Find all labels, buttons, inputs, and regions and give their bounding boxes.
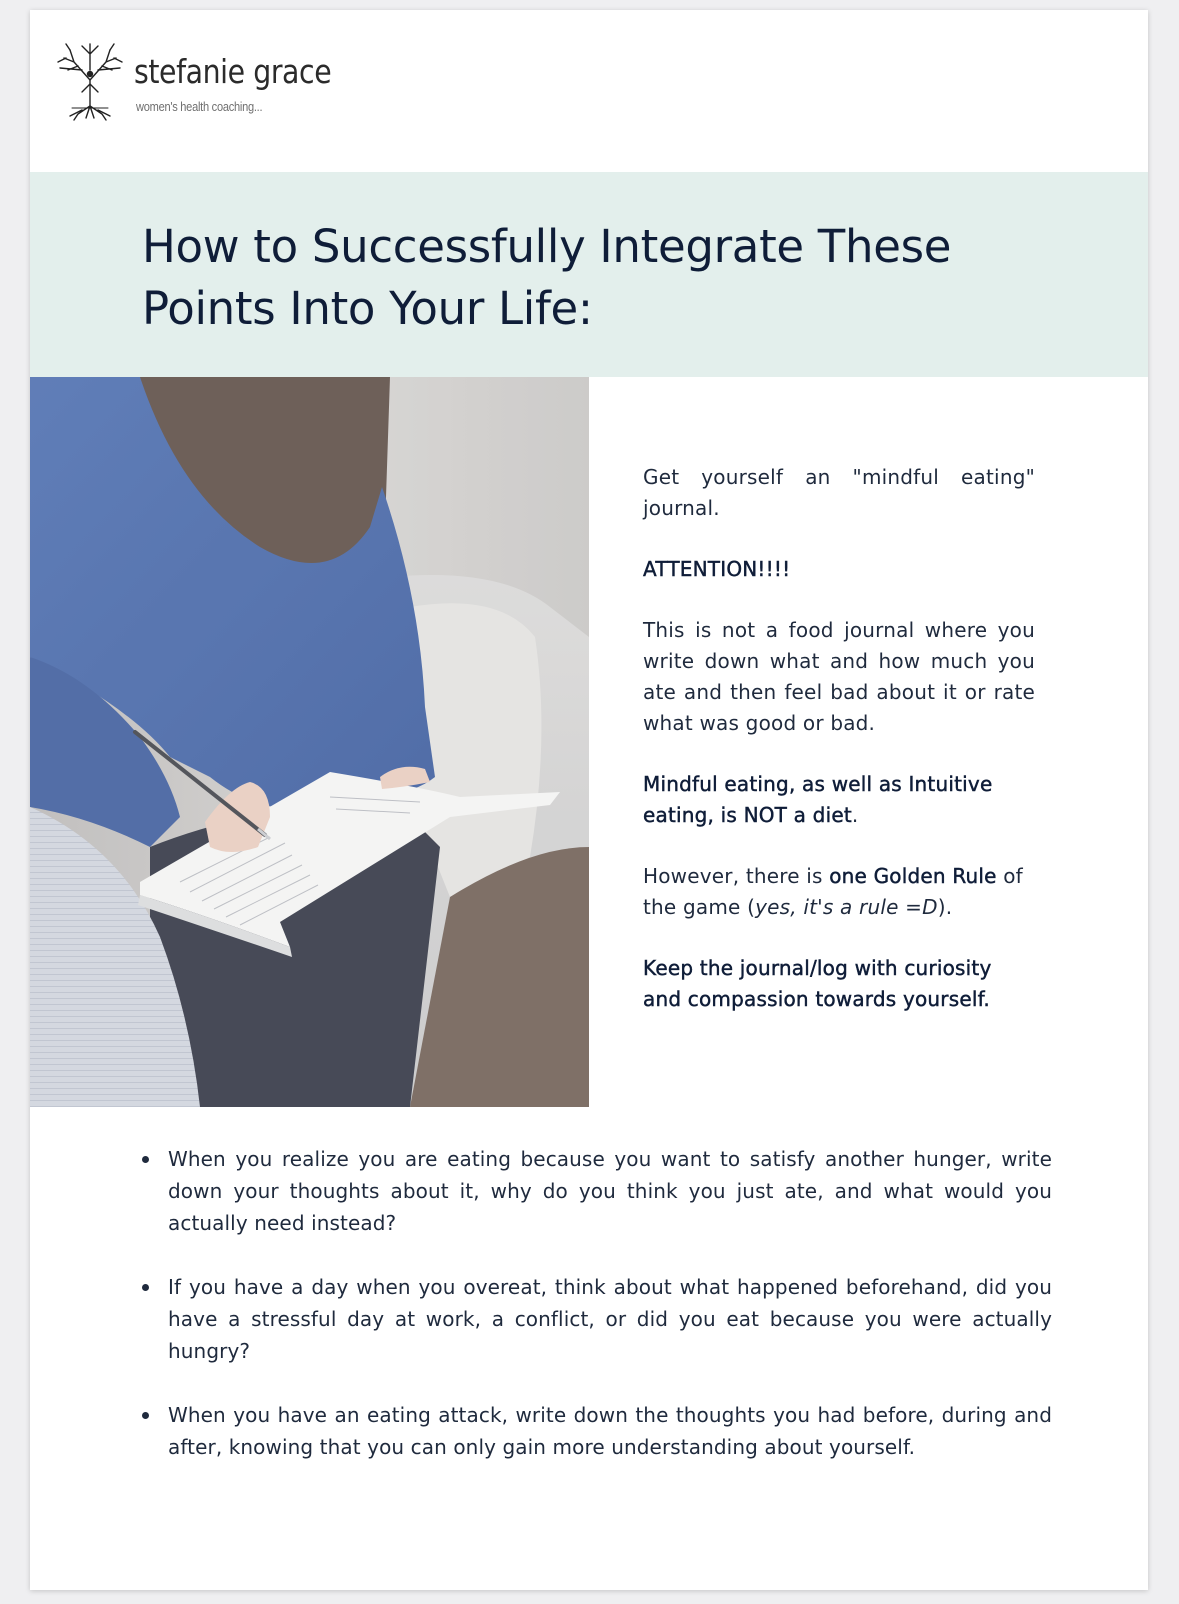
not-food-journal-paragraph: This is not a food journal where you write down what and how much you ate and then feel bad about it or rate what was good or bad.	[643, 618, 1035, 735]
document-page	[30, 10, 1148, 1590]
brand-logo	[52, 40, 392, 140]
golden-rule-italic: yes, it's a rule =D	[755, 895, 938, 919]
list-item	[142, 1143, 1052, 1239]
bullet-dot-icon	[142, 1412, 149, 1419]
list-item	[142, 1399, 1052, 1463]
not-a-diet-period: .	[851, 803, 859, 827]
list-item-text: When you have an eating attack, write down the thoughts you had before, during and after, knowing that you can only gain more understanding about yourself.	[168, 1403, 1052, 1459]
list-item-text: When you realize you are eating because you want to satisfy another hunger, write down your thoughts about it, why do you think you just ate, and what would you actually need instead?	[168, 1147, 1052, 1235]
journal-writing-photo-icon	[30, 377, 589, 1107]
tips-list	[142, 1143, 1052, 1495]
brand-name: stefanie grace	[134, 52, 332, 91]
attention-label: ATTENTION!!!!	[643, 557, 791, 581]
compassion-paragraph: Keep the journal/log with curiosity and compassion towards yourself.	[643, 956, 992, 1011]
page-title	[142, 216, 1042, 340]
journal-writing-photo	[30, 377, 589, 1107]
page-title-line-1: How to Successfully Integrate These	[142, 220, 952, 273]
bullet-dot-icon	[142, 1156, 149, 1163]
golden-rule-bold: one Golden Rule	[829, 864, 997, 888]
list-item-text: If you have a day when you overeat, think about what happened beforehand, did you have a stressful day at work, a conflict, or did you eat because you were actually hungry?	[168, 1275, 1052, 1363]
tree-figure-logo-icon	[52, 40, 128, 122]
golden-rule-prefix: However, there is	[643, 864, 830, 888]
bullet-dot-icon	[142, 1284, 149, 1291]
not-a-diet-paragraph	[643, 769, 1035, 831]
title-band	[30, 172, 1148, 377]
golden-rule-end: ).	[937, 895, 953, 919]
page-title-line-2: Points Into Your Life:	[142, 282, 593, 335]
not-a-diet-bold: Mindful eating, as well as Intuitive eating, is NOT a diet	[643, 772, 993, 827]
journal-intro-paragraph: Get yourself an "mindful eating" journal.	[643, 465, 1035, 520]
intro-text-column	[643, 462, 1035, 1045]
golden-rule-paragraph	[643, 861, 1035, 923]
brand-tagline: women's health coaching...	[136, 99, 263, 114]
golden-rule-middle: of the game (	[643, 864, 1023, 919]
list-item	[142, 1271, 1052, 1367]
